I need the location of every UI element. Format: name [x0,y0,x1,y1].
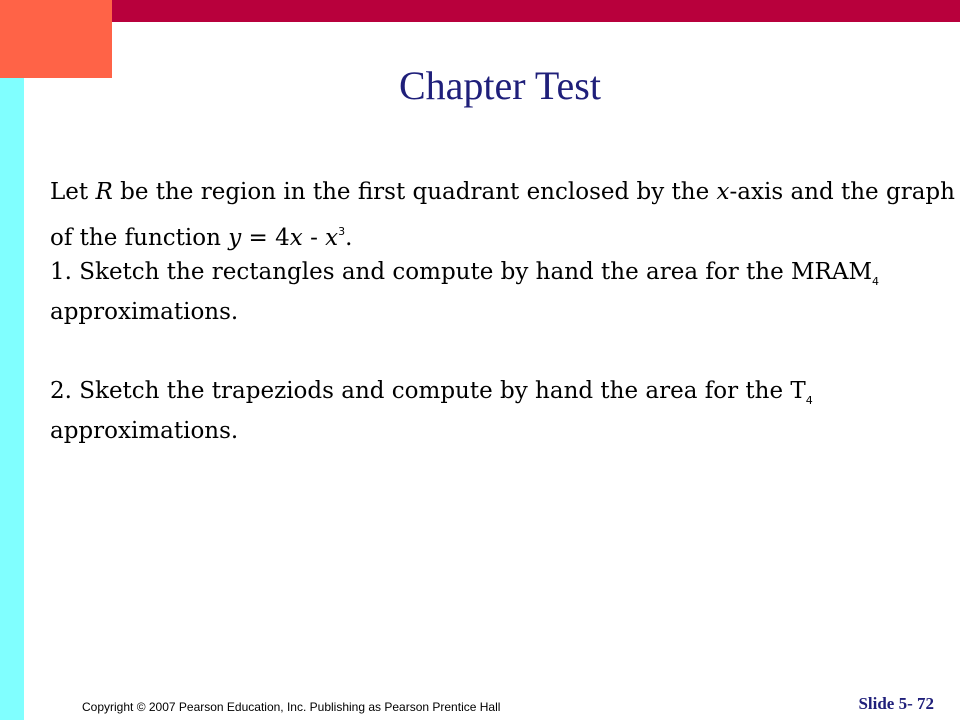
content-line-4 [50,292,930,332]
text-segment: . [345,225,353,251]
content-line-1 [50,172,955,212]
slide-number: Slide 5- 72 [858,694,934,713]
footer-copyright: Copyright © 2007 Pearson Education, Inc. Publishing as Pearson Prentice Hall [82,700,501,714]
text-segment: approximations. [50,299,239,325]
text-segment: 2. Sketch the trapeziods and compute by hand the area for the T [50,378,806,404]
slide-title: Chapter Test [399,63,601,108]
top-decorative-bar [112,0,960,22]
text-segment: approximations. [50,418,239,444]
text-segment: of the function [50,225,229,251]
text-segment: Let [50,179,96,205]
content-line-5 [50,371,930,411]
text-segment: 1. Sketch the rectangles and compute by hand the area for the MRAM [50,259,873,285]
math-subscript: 4 [872,275,880,288]
content-line-6 [50,411,930,451]
math-operator: = 4 [241,225,290,251]
content-line-3 [50,252,930,292]
left-decorative-bar [0,78,24,720]
math-operator: - [302,225,326,251]
text-segment: be the region in the first quadrant enclosed by the [112,179,717,205]
text-segment: -axis and the graph [729,179,955,205]
math-subscript: 4 [805,394,813,407]
math-variable-x: x [716,179,730,205]
math-variable-r: R [95,179,113,205]
math-exponent: 3 [338,225,346,238]
math-variable-y: y [228,225,242,251]
math-variable-x: x [325,225,339,251]
slide-content [50,172,955,451]
math-variable-x: x [289,225,303,251]
content-line-2 [50,212,930,252]
